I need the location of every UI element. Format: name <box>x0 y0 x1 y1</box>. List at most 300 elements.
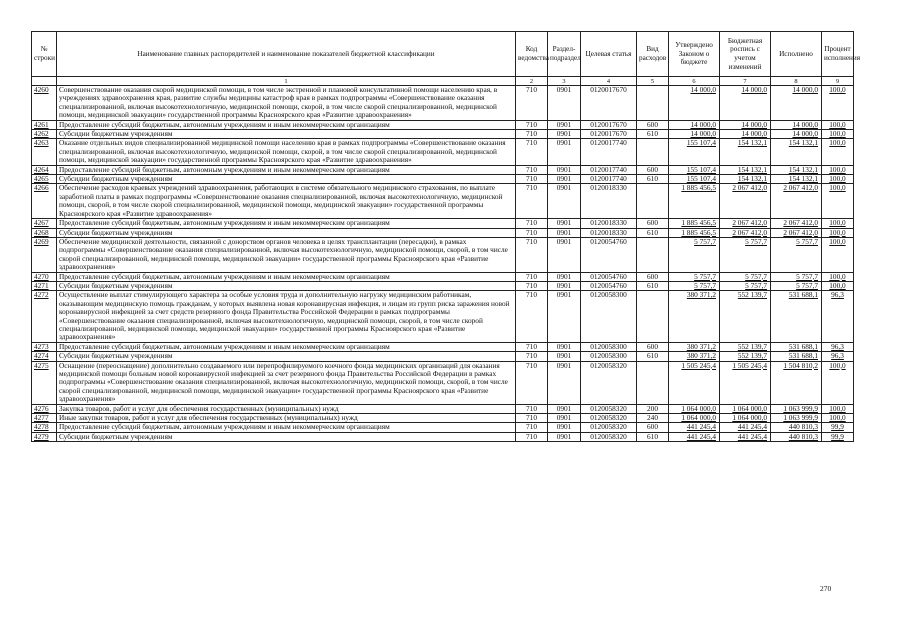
row-name-text: Субсидии бюджетным учреждениям <box>59 227 173 237</box>
header-schedule: Бюджетная роспись с учетом изменений <box>720 32 771 77</box>
header-name: Наименование главных распорядителей и наименование показателей бюджетной классификации <box>57 32 516 77</box>
executed-amount <box>771 184 822 219</box>
percent-value <box>822 86 854 121</box>
target-code <box>581 139 637 165</box>
section-code-text: 0901 <box>556 422 572 432</box>
row-name-text: Предоставление субсидий бюджетным, автономным учреждениям и иным некоммерческим организациям <box>59 341 390 351</box>
percent-value-text: 100,0 <box>829 236 846 246</box>
expense-type <box>637 130 669 139</box>
row-number-text: 4269 <box>34 236 49 246</box>
row-number-text: 4273 <box>34 341 49 351</box>
section-code-text: 0901 <box>556 360 572 370</box>
target-code-text: 0120058320 <box>590 360 627 370</box>
col-number: 7 <box>720 77 771 86</box>
target-code <box>581 86 637 121</box>
expense-type-text: 610 <box>647 227 658 237</box>
section-code-text: 0901 <box>556 431 572 441</box>
dept-code-text: 710 <box>526 422 537 432</box>
dept-code-text: 710 <box>526 271 537 281</box>
section-code-text: 0901 <box>556 290 572 300</box>
approved-amount-text: 5 757,7 <box>694 280 716 290</box>
executed-amount <box>771 291 822 342</box>
target-code <box>581 291 637 342</box>
target-code-text: 0120018330 <box>590 218 627 228</box>
dept-code-text: 710 <box>526 360 537 370</box>
executed-amount-text: 1 504 810,2 <box>783 360 818 370</box>
section-code-text: 0901 <box>556 183 572 193</box>
expense-type <box>637 175 669 184</box>
executed-amount-text: 1 063 999,9 <box>783 413 818 423</box>
row-number-text: 4278 <box>34 422 49 432</box>
expense-type <box>637 237 669 272</box>
schedule-amount-text: 441 245,4 <box>737 422 767 432</box>
row-number <box>32 139 57 165</box>
row-number <box>32 86 57 121</box>
percent-value-text: 96,3 <box>831 351 844 361</box>
section-code-text: 0901 <box>556 413 572 423</box>
target-code <box>581 184 637 219</box>
row-number-text: 4265 <box>34 174 49 184</box>
percent-value <box>822 432 854 441</box>
row-name-text: Предоставление субсидий бюджетным, автономным учреждениям и иным некоммерческим организациям <box>59 164 390 174</box>
schedule-amount-text: 2 067 412,0 <box>732 183 767 193</box>
approved-amount <box>669 361 720 404</box>
approved-amount <box>669 291 720 342</box>
row-name-text: Предоставление субсидий бюджетным, автономным учреждениям и иным некоммерческим организациям <box>59 271 390 281</box>
row-number-text: 4262 <box>34 129 49 139</box>
table-row <box>32 184 854 219</box>
executed-amount <box>771 86 822 121</box>
approved-amount-text: 1 885 456,5 <box>681 183 716 193</box>
section-code <box>548 432 581 441</box>
row-number-text: 4267 <box>34 218 49 228</box>
dept-code-text: 710 <box>526 280 537 290</box>
row-number-text: 4260 <box>34 85 49 94</box>
page-number: 270 <box>820 584 832 593</box>
approved-amount-text: 155 107,4 <box>686 164 716 174</box>
table-row <box>32 86 854 121</box>
row-name <box>57 86 516 121</box>
target-code-text: 0120017670 <box>590 119 627 129</box>
approved-amount-text: 5 757,7 <box>694 271 716 281</box>
expense-type <box>637 432 669 441</box>
approved-amount-text: 1 505 245,4 <box>681 360 716 370</box>
percent-value-text: 100,0 <box>829 227 846 237</box>
section-code-text: 0901 <box>556 351 572 361</box>
dept-code-text: 710 <box>526 351 537 361</box>
target-code-text: 0120054760 <box>590 271 627 281</box>
row-name-text: Обеспечение медицинской деятельности, связанной с донорством органов человека в целях трансплантации (пересадки), в рамках подпрограммы «Совершенствование оказания специализированной, включая высокотехнологичную, медицинской помощи, скорой, в том числе скорой специализированной, медицинской помощи, медицинской эвакуации» государственной программы Красноярского края «Развитие здравоохранения» <box>59 236 508 272</box>
percent-value <box>822 139 854 165</box>
percent-value-text: 100,0 <box>829 85 846 94</box>
expense-type-text: 600 <box>647 164 658 174</box>
dept-code <box>516 237 548 272</box>
expense-type <box>637 281 669 290</box>
section-code <box>548 139 581 165</box>
expense-type-text: 610 <box>647 280 658 290</box>
approved-amount-text: 380 371,2 <box>686 290 716 300</box>
section-code-text: 0901 <box>556 271 572 281</box>
header-section: Раздел-подраздел <box>548 32 581 77</box>
row-name-text: Осуществление выплат стимулирующего характера за особые условия труда и дополнительную нагрузку медицинским работникам, оказывающим медицинскую помощь гражданам, у которых выявлена новая коронавирусная инфекция, и лицам из групп риска заражения новой коронавирусной инфекцией за счет средств резервного фонда Правительства Российской Федерации в рамках подпрограммы «Совершенствование оказания специализированной, включая высокотехнологичную, медицинской помощи, скорой, в том числе скорой специализированной, медицинской помощи, медицинской эвакуации» государственной программы Красноярского края «Развитие здравоохранения» <box>59 290 510 342</box>
percent-value-text: 100,0 <box>829 119 846 129</box>
row-name-text: Закупка товаров, работ и услуг для обеспечения государственных (муниципальных) нужд <box>59 403 339 413</box>
schedule-amount <box>720 184 771 219</box>
section-code <box>548 237 581 272</box>
col-number: 2 <box>516 77 548 86</box>
percent-value-text: 99,9 <box>831 431 844 441</box>
col-number: 3 <box>548 77 581 86</box>
expense-type <box>637 291 669 342</box>
expense-type <box>637 352 669 361</box>
executed-amount-text: 5 757,7 <box>796 271 818 281</box>
col-number: 1 <box>57 77 516 86</box>
percent-value-text: 100,0 <box>829 360 846 370</box>
approved-amount <box>669 139 720 165</box>
row-name <box>57 139 516 165</box>
section-code-text: 0901 <box>556 174 572 184</box>
executed-amount-text: 531 688,1 <box>788 341 818 351</box>
target-code-text: 0120054760 <box>590 280 627 290</box>
target-code-text: 0120058300 <box>590 341 627 351</box>
executed-amount-text: 5 757,7 <box>796 236 818 246</box>
row-name <box>57 432 516 441</box>
row-name-text: Субсидии бюджетным учреждениям <box>59 351 173 361</box>
percent-value-text: 96,3 <box>831 341 844 351</box>
schedule-amount-text: 154 132,1 <box>737 138 767 148</box>
dept-code-text: 710 <box>526 227 537 237</box>
dept-code <box>516 139 548 165</box>
approved-amount-text: 14 000,0 <box>690 85 716 94</box>
expense-type-text: 240 <box>647 413 658 423</box>
approved-amount-text: 14 000,0 <box>690 119 716 129</box>
section-code-text: 0901 <box>556 236 572 246</box>
approved-amount-text: 380 371,2 <box>686 341 716 351</box>
section-code-text: 0901 <box>556 164 572 174</box>
executed-amount-text: 154 132,1 <box>788 138 818 148</box>
dept-code-text: 710 <box>526 183 537 193</box>
row-name-text: Оказание отдельных видов специализированной медицинской помощи населению края в рамках подпрограммы «Совершенствование оказания специализированной, включая высокотехнологичную, медицинской помощи, скорой, в том числе скорой специализированной, медицинской помощи, медицинской эвакуации» государственной программы Красноярского края «Развитие здравоохранения» <box>59 138 506 165</box>
approved-amount <box>669 432 720 441</box>
percent-value <box>822 184 854 219</box>
approved-amount-text: 441 245,4 <box>686 431 716 441</box>
schedule-amount-text: 552 139,7 <box>737 351 767 361</box>
approved-amount-text: 1 064 000,0 <box>681 403 716 413</box>
dept-code-text: 710 <box>526 341 537 351</box>
table-header-row <box>32 32 854 77</box>
schedule-amount <box>720 291 771 342</box>
expense-type-text: 610 <box>647 129 658 139</box>
executed-amount-text: 531 688,1 <box>788 290 818 300</box>
section-code-text: 0901 <box>556 85 572 94</box>
row-number <box>32 184 57 219</box>
budget-execution-sheet <box>31 31 861 442</box>
target-code <box>581 237 637 272</box>
executed-amount-text: 14 000,0 <box>792 85 818 94</box>
row-name-text: Предоставление субсидий бюджетным, автономным учреждениям и иным некоммерческим организациям <box>59 218 390 228</box>
percent-value-text: 100,0 <box>829 174 846 184</box>
percent-value-text: 100,0 <box>829 183 846 193</box>
col-number: 6 <box>669 77 720 86</box>
executed-amount-text: 2 067 412,0 <box>783 183 818 193</box>
schedule-amount-text: 14 000,0 <box>741 119 767 129</box>
col-number: 4 <box>581 77 637 86</box>
target-code-text: 0120017670 <box>590 129 627 139</box>
header-dept-code: Код ведомства <box>516 32 548 77</box>
section-code <box>548 86 581 121</box>
percent-value <box>822 361 854 404</box>
schedule-amount-text: 1 064 000,0 <box>732 403 767 413</box>
row-number-text: 4279 <box>34 431 49 441</box>
row-name-text: Субсидии бюджетным учреждениям <box>59 431 173 441</box>
dept-code <box>516 184 548 219</box>
schedule-amount-text: 5 757,7 <box>745 236 767 246</box>
executed-amount-text: 14 000,0 <box>792 119 818 129</box>
target-code-text: 0120058320 <box>590 403 627 413</box>
expense-type <box>637 228 669 237</box>
dept-code <box>516 432 548 441</box>
table-row <box>32 237 854 272</box>
row-number-text: 4276 <box>34 403 49 413</box>
percent-value-text: 100,0 <box>829 403 846 413</box>
approved-amount-text: 1 064 000,0 <box>681 413 716 423</box>
executed-amount <box>771 237 822 272</box>
expense-type-text: 600 <box>647 341 658 351</box>
target-code-text: 0120058300 <box>590 290 627 300</box>
expense-type <box>637 139 669 165</box>
schedule-amount <box>720 237 771 272</box>
row-name-text: Совершенствование оказания скорой медицинской помощи, в том числе экстренной и плановой консультативной помощи населению края, в учреждениях здравоохранения края, развитие службы медицины катастроф края в рамках подпрограммы «Совершенствование оказания специализированной, включая высокотехнологичную, медицинской помощи, скорой, в том числе скорой специализированной, медицинской помощи, медицинской эвакуации» государственной программы Красноярского края «Развитие здравоохранения» <box>59 85 498 120</box>
expense-type-text: 610 <box>647 351 658 361</box>
target-code-text: 0120017740 <box>590 138 627 148</box>
section-code-text: 0901 <box>556 280 572 290</box>
row-number <box>32 291 57 342</box>
approved-amount-text: 155 107,4 <box>686 138 716 148</box>
header-percent: Процент исполнения <box>822 32 854 77</box>
executed-amount-text: 440 810,3 <box>788 422 818 432</box>
target-code-text: 0120017670 <box>590 85 627 94</box>
col-number: 5 <box>637 77 669 86</box>
section-code-text: 0901 <box>556 119 572 129</box>
target-code-text: 0120058320 <box>590 422 627 432</box>
schedule-amount-text: 5 757,7 <box>745 280 767 290</box>
target-code-text: 0120017740 <box>590 164 627 174</box>
approved-amount-text: 441 245,4 <box>686 422 716 432</box>
header-row-no: № строки <box>32 32 57 77</box>
schedule-amount-text: 2 067 412,0 <box>732 218 767 228</box>
target-code-text: 0120054760 <box>590 236 627 246</box>
dept-code-text: 710 <box>526 129 537 139</box>
expense-type-text: 600 <box>647 271 658 281</box>
approved-amount <box>669 86 720 121</box>
row-name <box>57 361 516 404</box>
executed-amount <box>771 361 822 404</box>
executed-amount <box>771 139 822 165</box>
approved-amount-text: 14 000,0 <box>690 129 716 139</box>
row-number-text: 4263 <box>34 138 49 148</box>
approved-amount-text: 155 107,4 <box>686 174 716 184</box>
percent-value-text: 99,9 <box>831 422 844 432</box>
target-code <box>581 432 637 441</box>
expense-type <box>637 361 669 404</box>
row-number <box>32 237 57 272</box>
table-row <box>32 291 854 342</box>
schedule-amount <box>720 432 771 441</box>
dept-code-text: 710 <box>526 413 537 423</box>
dept-code-text: 710 <box>526 164 537 174</box>
target-code-text: 0120018330 <box>590 227 627 237</box>
row-name-text: Оснащение (переоснащение) дополнительно создаваемого или перепрофилируемого коечного фонда медицинских организаций для оказания медицинской помощи больным новой коронавирусной инфекцией за счет резервного фонда Правительства Российской Федерации в рамках подпрограммы «Совершенствование оказания специализированной, включая высокотехнологичную, медицинской помощи, скорой, в том числе скорой специализированной, медицинской помощи, медицинской эвакуации» государственной программы Красноярского края «Развитие здравоохранения» <box>59 360 508 404</box>
schedule-amount-text: 14 000,0 <box>741 85 767 94</box>
dept-code <box>516 291 548 342</box>
percent-value-text: 100,0 <box>829 271 846 281</box>
expense-type-text: 600 <box>647 218 658 228</box>
schedule-amount-text: 552 139,7 <box>737 341 767 351</box>
dept-code-text: 710 <box>526 290 537 300</box>
schedule-amount-text: 5 757,7 <box>745 271 767 281</box>
executed-amount-text: 1 063 999,9 <box>783 403 818 413</box>
percent-value-text: 100,0 <box>829 129 846 139</box>
percent-value-text: 100,0 <box>829 138 846 148</box>
executed-amount-text: 154 132,1 <box>788 174 818 184</box>
row-number <box>32 432 57 441</box>
row-name-text: Субсидии бюджетным учреждениям <box>59 174 173 184</box>
expense-type-text: 200 <box>647 403 658 413</box>
executed-amount-text: 2 067 412,0 <box>783 218 818 228</box>
table-body <box>32 86 854 442</box>
target-code-text: 0120018330 <box>590 183 627 193</box>
header-executed: Исполнено <box>771 32 822 77</box>
section-code <box>548 361 581 404</box>
row-number-text: 4272 <box>34 290 49 300</box>
schedule-amount-text: 154 132,1 <box>737 174 767 184</box>
header-exp-type: Вид расходов <box>637 32 669 77</box>
col-number: 8 <box>771 77 822 86</box>
section-code-text: 0901 <box>556 138 572 148</box>
section-code <box>548 291 581 342</box>
row-number-text: 4275 <box>34 360 49 370</box>
approved-amount-text: 380 371,2 <box>686 351 716 361</box>
percent-value-text: 100,0 <box>829 280 846 290</box>
dept-code-text: 710 <box>526 218 537 228</box>
section-code-text: 0901 <box>556 227 572 237</box>
row-number-text: 4266 <box>34 183 49 193</box>
row-number-text: 4261 <box>34 119 49 129</box>
row-name <box>57 291 516 342</box>
budget-table <box>31 31 861 442</box>
section-code-text: 0901 <box>556 403 572 413</box>
row-name-text: Предоставление субсидий бюджетным, автономным учреждениям и иным некоммерческим организациям <box>59 119 390 129</box>
expense-type-text: 600 <box>647 422 658 432</box>
expense-type-text: 610 <box>647 431 658 441</box>
target-code-text: 0120058320 <box>590 431 627 441</box>
approved-amount-text: 5 757,7 <box>694 236 716 246</box>
row-name-text: Обеспечение расходов краевых учреждений здравоохранения, работающих в системе обязательного медицинского страхования, по выплате заработной платы в рамках подпрограммы «Совершенствование оказания специализированной, включая высокотехнологичную, медицинской помощи, скорой, в том числе скорой специализированной, медицинской помощи, медицинской эвакуации» государственной программы Красноярского края «Развитие здравоохранения» <box>59 183 503 218</box>
expense-type-text: 610 <box>647 174 658 184</box>
dept-code-text: 710 <box>526 85 537 94</box>
expense-type <box>637 184 669 219</box>
dept-code <box>516 86 548 121</box>
executed-amount <box>771 432 822 441</box>
row-number-text: 4264 <box>34 164 49 174</box>
percent-value-text: 100,0 <box>829 164 846 174</box>
executed-amount-text: 14 000,0 <box>792 129 818 139</box>
dept-code <box>516 361 548 404</box>
schedule-amount <box>720 361 771 404</box>
dept-code-text: 710 <box>526 174 537 184</box>
table-row <box>32 139 854 165</box>
row-name <box>57 237 516 272</box>
schedule-amount-text: 2 067 412,0 <box>732 227 767 237</box>
percent-value <box>822 237 854 272</box>
schedule-amount-text: 154 132,1 <box>737 164 767 174</box>
target-code-text: 0120058320 <box>590 413 627 423</box>
approved-amount <box>669 237 720 272</box>
executed-amount-text: 2 067 412,0 <box>783 227 818 237</box>
row-number <box>32 361 57 404</box>
row-number-text: 4277 <box>34 413 49 423</box>
target-code-text: 0120017740 <box>590 174 627 184</box>
section-code-text: 0901 <box>556 341 572 351</box>
approved-amount-text: 1 885 456,5 <box>681 227 716 237</box>
executed-amount-text: 440 810,3 <box>788 431 818 441</box>
row-number-text: 4271 <box>34 280 49 290</box>
row-name <box>57 184 516 219</box>
row-number-text: 4268 <box>34 227 49 237</box>
row-name-text: Иные закупки товаров, работ и услуг для обеспечения государственных (муниципальных) нужд <box>59 413 358 423</box>
row-name-text: Предоставление субсидий бюджетным, автономным учреждениям и иным некоммерческим организациям <box>59 422 390 432</box>
schedule-amount <box>720 86 771 121</box>
section-code-text: 0901 <box>556 218 572 228</box>
approved-amount <box>669 184 720 219</box>
table-row <box>32 361 854 404</box>
header-target: Целевая статья <box>581 32 637 77</box>
percent-value <box>822 291 854 342</box>
section-code <box>548 184 581 219</box>
executed-amount-text: 531 688,1 <box>788 351 818 361</box>
percent-value-text: 96,3 <box>831 290 844 300</box>
schedule-amount-text: 1 064 000,0 <box>732 413 767 423</box>
col-number: 9 <box>822 77 854 86</box>
row-name-text: Субсидии бюджетным учреждениям <box>59 129 173 139</box>
expense-type <box>637 86 669 121</box>
dept-code-text: 710 <box>526 236 537 246</box>
schedule-amount-text: 1 505 245,4 <box>732 360 767 370</box>
executed-amount-text: 154 132,1 <box>788 164 818 174</box>
target-code <box>581 361 637 404</box>
dept-code-text: 710 <box>526 119 537 129</box>
schedule-amount <box>720 139 771 165</box>
schedule-amount-text: 441 245,4 <box>737 431 767 441</box>
schedule-amount-text: 14 000,0 <box>741 129 767 139</box>
row-number-text: 4274 <box>34 351 49 361</box>
percent-value-text: 100,0 <box>829 413 846 423</box>
dept-code-text: 710 <box>526 431 537 441</box>
row-name-text: Субсидии бюджетным учреждениям <box>59 280 173 290</box>
header-approved: Утверждено Законом о бюджете <box>669 32 720 77</box>
dept-code-text: 710 <box>526 138 537 148</box>
row-number-text: 4270 <box>34 271 49 281</box>
section-code-text: 0901 <box>556 129 572 139</box>
executed-amount-text: 5 757,7 <box>796 280 818 290</box>
target-code-text: 0120058300 <box>590 351 627 361</box>
dept-code-text: 710 <box>526 403 537 413</box>
approved-amount-text: 1 885 456,5 <box>681 218 716 228</box>
percent-value-text: 100,0 <box>829 218 846 228</box>
schedule-amount-text: 552 139,7 <box>737 290 767 300</box>
table-row <box>32 432 854 441</box>
expense-type-text: 600 <box>647 119 658 129</box>
